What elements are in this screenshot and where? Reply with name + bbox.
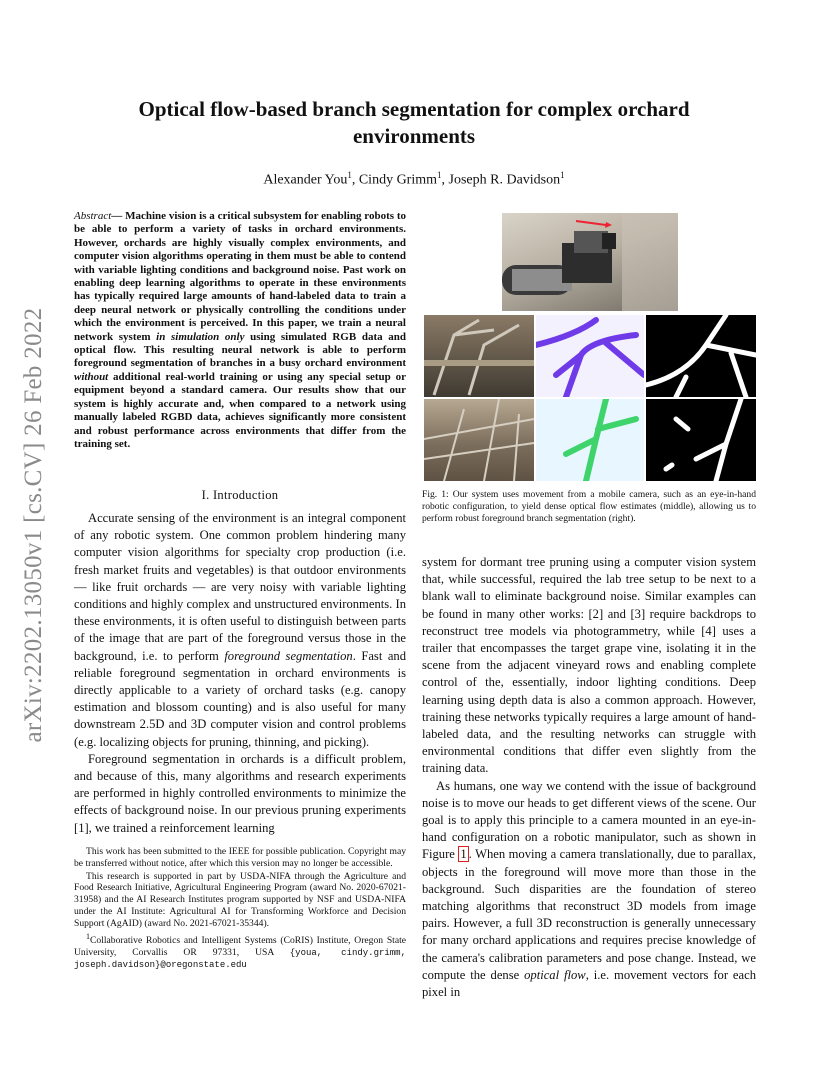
figure-caption: Fig. 1: Our system uses movement from a mobile camera, such as an eye-in-hand robotic configuration, to yield dense optical flow estimates (middle), allowing us to perform robust foreground branch segmentation (right). — [422, 489, 756, 524]
intro-text — [74, 510, 406, 837]
footnotes — [74, 846, 406, 973]
abstract: Abstract— Machine vision is a critical subsystem for enabling robots to be able to perform a variety of tasks in orchard environments. However, orchards are highly visually complex environments, and computer vision algorithms operating in them must be able to contend with variable lighting conditions and background noise. Past work on enabling deep learning algorithms to operate in these environments has typically required large amounts of hand-labeled data to train a deep neural network or physically controlling the conditions under which the environment is perceived. In this paper, we train a neural network system in simulation only using simulated RGB data and optical flow. This resulting neural network is able to perform foreground segmentation of branches in a busy orchard environment without additional real-world training or using any special setup or equipment beyond a standard camera. Our results show that our system is highly accurate and, when compared to a network using manually labeled RGBD data, achieves significantly more consistent and robust performance across environments that differ from the training set. — [74, 210, 406, 450]
author: Cindy Grimm — [358, 172, 438, 188]
segmentation-mask-1 — [646, 315, 756, 397]
author: Joseph R. Davidson — [448, 172, 561, 188]
paragraph: Accurate sensing of the environment is an integral component of any robotic system. One common problem hindering many computer vision algorithms for specialty crop production (i.e. fresh market fruits and vegetables) is that outdoor environments — like fruit orchards — are very noisy with variable lighting conditions and highly complex and unstructured environments. In these environments, it is often useful to distinguish between parts of the image that are part of the foreground versus those in the background, i.e. to perform foreground segmentation. Fast and reliable foreground segmentation in orchard environments is directly applicable to a variety of orchard tasks (e.g. canopy estimation and blossom counting) and is also useful for many downstream 2.5D and 3D computer vision and control problems (e.g. localizing objects for pruning, thinning, and picking). — [74, 511, 407, 749]
optical-flow-2 — [536, 399, 644, 481]
robot-camera-photo — [502, 213, 678, 311]
section-heading: I. Introduction — [201, 488, 279, 502]
email-list: {youa, cindy.grimm, joseph.davidson}@oregonstate.edu — [74, 947, 406, 971]
author-list: Alexander You$^1$, Cindy Grimm$^1$, Joseph R. Davidson$^1$ — [263, 170, 565, 188]
arxiv-stamp: arXiv:2202.13050v1 [cs.CV] 26 Feb 2022 — [20, 307, 47, 743]
optical-flow-1 — [536, 315, 644, 397]
segmentation-mask-2 — [646, 399, 756, 481]
footnote: This research is supported in part by USDA-NIFA through the Agriculture and Food Research Initiative, Agricultural Engineering Program (award No. 2020-67021-31958) and the AI Research Institutes program supported by NSF and USDA-NIFA under the AI Institute: Agricultural AI for Transforming Workforce and Decision Support (AgAID) (award No. 2021-67021-35344). — [74, 870, 406, 929]
footnote: This work has been submitted to the IEEE for possible publication. Copyright may be transferred without notice, after which this version may no longer be accessible. — [74, 846, 406, 869]
paragraph: As humans, one way we contend with the issue of background noise is to move our heads to get different views of the scene. Our goal is to apply this principle to a camera mounted in an eye-in-hand configuration on a robotic manipulator, such as shown in Figure 1 . When moving a camera translationally, due to parallax, objects in the foreground will move more than those in the background. Such disparities are the foundation of stereo matching algorithms that reconstruct 3D models from image pairs. However, a full 3D reconstruction is generally unnecessary for many orchard applications and requires precise knowledge of the camera's calibration parameters and pose change. Instead, we compute the dense optical flow, i.e. movement vectors for each pixel in — [422, 778, 756, 1000]
author: Alexander You — [263, 172, 348, 188]
paragraph: system for dormant tree pruning using a computer vision system that, while successful, required the lab tree setup to be next to a blank wall to eliminate background noise. Similar examples can be found in many other works: [2] and [3] require backdrops to reconstruct tree models via photogrammetry, while [4] uses a trailer that encompasses the target grape vine, isolating it in the scene from the adjacent vineyard rows and enabling complete control of the, essentially, indoor lighting conditions. Deep learning using depth data is also a common approach. However, training these networks typically requires a large amount of hand-labeled data, and the resulting networks can struggle with environmental conditions that differ even slightly from the training data. — [422, 555, 756, 776]
paragraph: Foreground segmentation in orchards is a difficult problem, and because of this, many algorithms and research experiments are performed in highly controlled environments to minimize the effects of background noise. In our previous pruning experiments [1], we trained a reinforcement learning — [74, 751, 406, 835]
footnote: $^1$Collaborative Robotics and Intelligent Systems (CoRIS) Institute, Oregon State University, Corvallis OR 97331, USA {youa, cindy.grimm, joseph.davidson}@oregonstate.edu — [74, 931, 406, 971]
orchard-photo-2 — [424, 399, 534, 481]
paper-title: Optical flow-based branch segmentation for complex orchard environments — [138, 97, 690, 148]
right-column-text — [422, 554, 756, 1001]
figure-reference-link[interactable]: 1 — [460, 847, 467, 862]
orchard-photo-1 — [424, 315, 534, 397]
